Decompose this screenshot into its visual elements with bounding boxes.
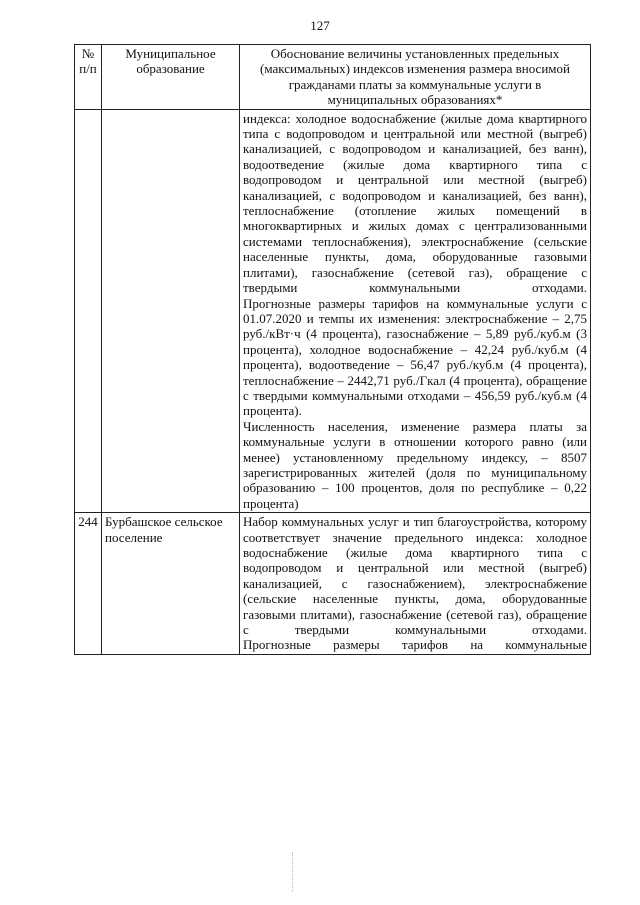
page-number: 127 <box>310 18 330 33</box>
municipality-cell <box>102 109 240 513</box>
justification-paragraph: Прогнозные размеры тарифов на коммунальные <box>243 637 587 653</box>
table-header-row <box>75 45 591 110</box>
row-number <box>75 109 102 513</box>
justification-paragraph: Набор коммунальных услуг и тип благоустройства, которому соответствует значение предельного индекса: холодное водоснабжение (жилые дома квартирного типа с водопроводом и центральной или местной (выгреб) канализацией, с газоснабжением), электроснабжение (сельские населенные пункты, дома, оборудованные газовыми плитами), газоснабжение (сетевой газ), обращение с твердыми коммунальными отходами. <box>243 514 587 638</box>
row-number: 244 <box>75 513 102 655</box>
header-municipality: Муниципальное образование <box>102 45 240 110</box>
justification-paragraph: Прогнозные размеры тарифов на коммунальные услуги с 01.07.2020 и темпы их изменения: электроснабжение – 2,75 руб./кВт·ч (4 процента), газоснабжение – 5,89 руб./куб.м (3 процента), холодное водоснабжение – 42,24 руб./куб.м (4 процента), водоотведение – 56,47 руб./куб.м (4 процента), теплоснабжение – 2442,71 руб./Гкал (4 процента), обращение с твердыми коммунальными отходами – 456,59 руб./куб.м (4 процента). <box>243 295 587 419</box>
scan-artifact <box>292 852 295 892</box>
justification-paragraph: индекса: холодное водоснабжение (жилые дома квартирного типа с водопроводом и центральной или местной (выгреб) канализацией, с водопроводом и канализацией, без ванн), водоотведение (жилые дома квартирного типа с водопроводом и центральной или местной (выгреб) канализацией, с водопроводом и канализацией, без ванн), теплоснабжение (отопление жилых помещений в многоквартирных и жилых домах с централизованными системами теплоснабжения), электроснабжение (сельские населенные пункты, дома, оборудованные газовыми плитами), газоснабжение (сетевой газ), обращение с твердыми коммунальными отходами. <box>243 110 587 296</box>
header-justification: Обоснование величины установленных предельных (максимальных) индексов изменения размера вносимой гражданами платы за коммунальные услуги в муниципальных образованиях* <box>240 45 591 110</box>
justification-cell <box>240 513 591 655</box>
justification-cell <box>240 109 591 513</box>
header-num: № п/п <box>75 45 102 110</box>
table-row <box>75 109 591 513</box>
justification-paragraph: Численность населения, изменение размера платы за коммунальные услуги в отношении которого равно (или менее) установленному предельному индексу, – 8507 зарегистрированных жителей (доля по муниципальному образованию – 100 процентов, доля по республике – 0,22 процента) <box>243 418 587 511</box>
table-row <box>75 513 591 655</box>
municipality-cell: Бурбашское сельское поселение <box>102 513 240 655</box>
tariff-table <box>74 44 591 655</box>
